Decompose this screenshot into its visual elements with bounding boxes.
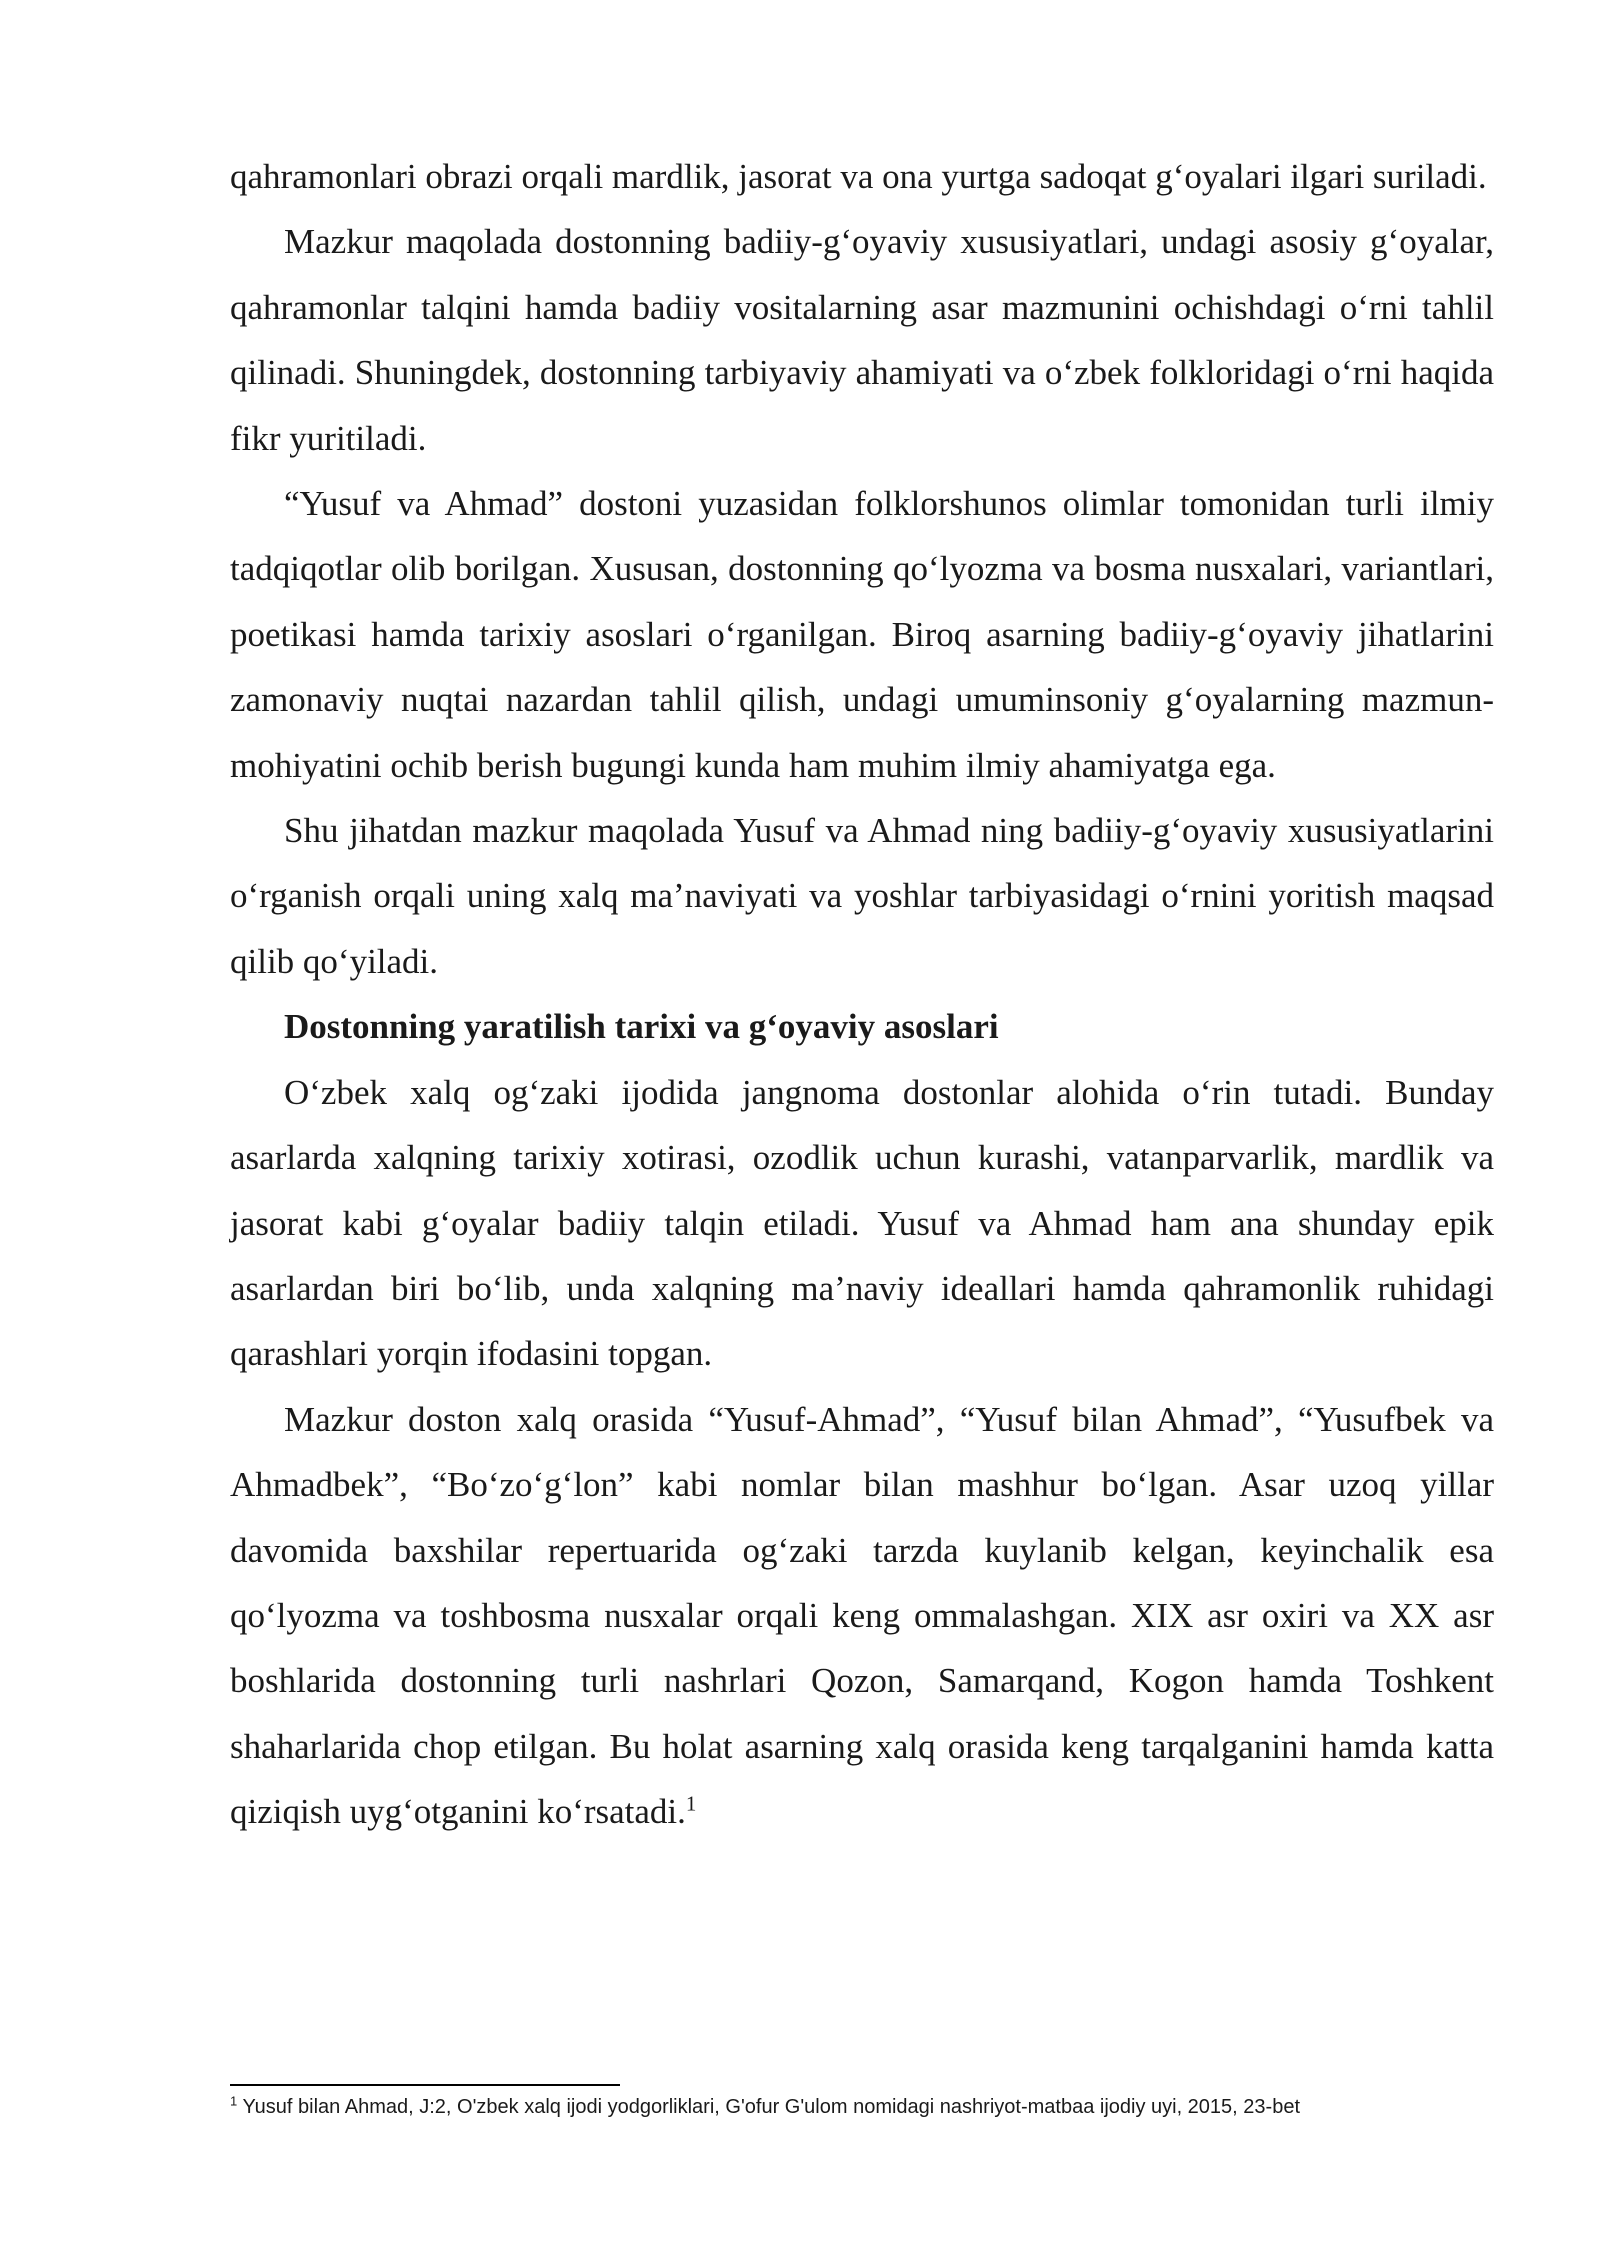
paragraph-doston-names bbox=[230, 1387, 1494, 1845]
footnote-text: Yusuf bilan Ahmad, J:2, O'zbek xalq ijodi yodgorliklari, G'ofur G'ulom nomidagi nashriyot-matbaa ijodiy uyi, 2015, 23-bet bbox=[242, 2096, 1300, 2118]
paragraph-doston-names-text: Mazkur doston xalq orasida “Yusuf-Ahmad”, “Yusuf bilan Ahmad”, “Yusufbek va Ahmadbek”, “Bo‘zo‘g‘lon” kabi nomlar bilan mashhur bo‘lgan. Asar uzoq yillar davomida baxshilar repertuarida og‘zaki tarzda kuylanib kelgan, keyinchalik esa qo‘lyozma va toshbosma nusxalar orqali keng ommalashgan. XIX asr oxiri va XX asr boshlarida dostonning turli nashrlari Qozon, Samarqand, Kogon hamda Toshkent shaharlarida chop etilgan. Bu holat asarning xalq orasida keng tarqalganini hamda katta qiziqish uyg‘otganini ko‘rsatadi. bbox=[230, 1399, 1494, 1832]
paragraph-jangnoma: O‘zbek xalq og‘zaki ijodida jangnoma dostonlar alohida o‘rin tutadi. Bunday asarlarda xalqning tarixiy xotirasi, ozodlik uchun kurashi, vatanparvarlik, mardlik va jasorat kabi g‘oyalar badiiy talqin etiladi. Yusuf va Ahmad ham ana shunday epik asarlardan biri bo‘lib, unda xalqning ma’naviy ideallari hamda qahramonlik ruhidagi qarashlari yorqin ifodasini topgan. bbox=[230, 1072, 1494, 1374]
footnote-number: 1 bbox=[230, 2093, 238, 2109]
footnote-separator bbox=[230, 2084, 620, 2086]
paragraph-article-aim: Mazkur maqolada dostonning badiiy-g‘oyaviy xususiyatlari, undagi asosiy g‘oyalar, qahramonlar talqini hamda badiiy vositalarning asar mazmunini ochishdagi o‘rni tahlil qilinadi. Shuningdek, dostonning tarbiyaviy ahamiyati va o‘zbek folkloridagi o‘rni haqida fikr yuritiladi. bbox=[230, 222, 1494, 458]
footnote bbox=[230, 2094, 1494, 2120]
paragraph-continuation: qahramonlari obrazi orqali mardlik, jasorat va ona yurtga sadoqat g‘oyalari ilgari suriladi. bbox=[230, 157, 1487, 196]
paragraph-previous-research: “Yusuf va Ahmad” dostoni yuzasidan folklorshunos olimlar tomonidan turli ilmiy tadqiqotlar olib borilgan. Xususan, dostonning qo‘lyozma va bosma nusxalari, variantlari, poetikasi hamda tarixiy asoslari o‘rganilgan. Biroq asarning badiiy-g‘oyaviy jihatlarini zamonaviy nuqtai nazardan tahlil qilish, undagi umuminsoniy g‘oyalarning mazmun-mohiyatini ochib berish bugungi kunda ham muhim ilmiy ahamiyatga ega. bbox=[230, 484, 1494, 785]
body-text bbox=[230, 144, 1494, 1845]
section-heading: Dostonning yaratilish tarixi va g‘oyaviy asoslari bbox=[284, 1007, 999, 1047]
paragraph-article-goal: Shu jihatdan mazkur maqolada Yusuf va Ahmad ning badiiy-g‘oyaviy xususiyatlarini o‘rganish orqali uning xalq ma’naviyati va yoshlar tarbiyasidagi o‘rnini yoritish maqsad qilib qo‘yiladi. bbox=[230, 811, 1494, 981]
footnote-reference[interactable]: 1 bbox=[685, 1791, 697, 1816]
